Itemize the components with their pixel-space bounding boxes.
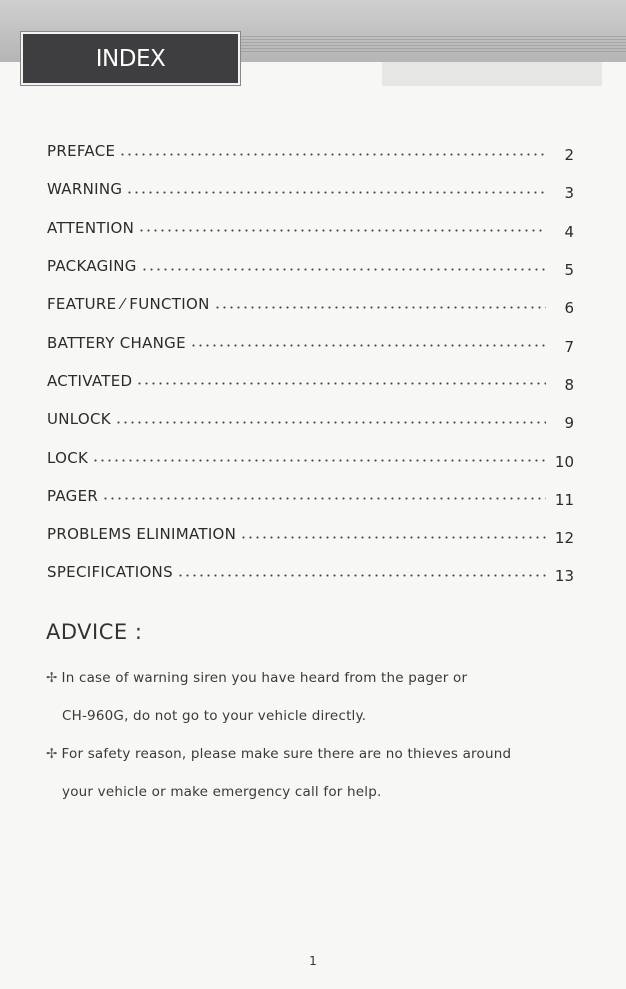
- toc-page-number: 13: [554, 567, 574, 586]
- toc-label: ATTENTION: [47, 218, 135, 237]
- advice-text-continued: CH-960G, do not go to your vehicle directly.: [62, 708, 367, 724]
- toc-label: BATTERY CHANGE: [47, 333, 186, 352]
- index-title-box: [21, 32, 240, 85]
- toc-page-number: 10: [554, 452, 574, 471]
- header-rule-lines: [240, 36, 626, 52]
- toc-row-warning[interactable]: [47, 170, 574, 208]
- toc-page-number: 4: [564, 222, 574, 241]
- toc-leader-dots: [138, 224, 546, 238]
- toc-leader-dots: [92, 454, 546, 468]
- toc-leader-dots: [177, 568, 546, 582]
- toc-page-number: 5: [564, 261, 574, 280]
- toc-label: WARNING: [47, 180, 123, 199]
- toc-row-activated[interactable]: [47, 362, 574, 400]
- advice-text-continued: your vehicle or make emergency call for help.: [62, 784, 382, 800]
- toc-label: FEATURE ⁄ FUNCTION: [47, 295, 210, 314]
- toc-row-pager[interactable]: [47, 477, 574, 515]
- advice-text: In case of warning siren you have heard from the pager or: [61, 670, 468, 686]
- cross-bullet-icon: ✢: [46, 746, 58, 762]
- advice-item: [46, 659, 467, 735]
- toc-leader-dots: [190, 339, 546, 353]
- toc-row-battery-change[interactable]: [47, 323, 574, 361]
- toc-page-number: 8: [564, 375, 574, 394]
- toc-page-number: 12: [554, 529, 574, 548]
- toc-leader-dots: [126, 185, 546, 199]
- toc-row-specifications[interactable]: [47, 553, 574, 591]
- toc-label: SPECIFICATIONS: [47, 563, 173, 582]
- advice-heading: ADVICE :: [46, 620, 143, 644]
- toc-leader-dots: [141, 262, 546, 276]
- toc-row-packaging[interactable]: [47, 247, 574, 285]
- toc-label: PACKAGING: [47, 257, 137, 276]
- toc-leader-dots: [115, 415, 546, 429]
- toc-row-problems-elinimation[interactable]: [47, 515, 574, 553]
- toc-row-lock[interactable]: [47, 438, 574, 476]
- toc-row-preface[interactable]: [47, 132, 574, 170]
- toc-label: UNLOCK: [47, 410, 111, 429]
- toc-label: ACTIVATED: [47, 371, 133, 390]
- toc-row-feature-function[interactable]: [47, 285, 574, 323]
- toc-page-number: 3: [564, 184, 574, 203]
- toc-leader-dots: [136, 377, 546, 391]
- advice-text: For safety reason, please make sure there are no thieves around: [61, 746, 512, 762]
- toc-label: PREFACE: [47, 142, 116, 161]
- toc-page-number: 2: [564, 146, 574, 165]
- toc-label: PAGER: [47, 486, 99, 505]
- page-number: 1: [309, 954, 317, 968]
- toc-page-number: 6: [564, 299, 574, 318]
- toc-row-attention[interactable]: [47, 209, 574, 247]
- toc-page-number: 7: [564, 337, 574, 356]
- toc-leader-dots: [240, 530, 546, 544]
- toc-label: PROBLEMS ELINIMATION: [47, 525, 237, 544]
- advice-item: [46, 735, 511, 811]
- table-of-contents: [47, 132, 574, 592]
- toc-row-unlock[interactable]: [47, 400, 574, 438]
- toc-page-number: 11: [554, 490, 574, 509]
- cross-bullet-icon: ✢: [46, 670, 58, 686]
- toc-leader-dots: [214, 300, 546, 314]
- toc-label: LOCK: [47, 448, 89, 467]
- toc-page-number: 9: [564, 414, 574, 433]
- page-title: INDEX: [95, 45, 166, 72]
- toc-leader-dots: [119, 147, 546, 161]
- bleed-through-box: [382, 62, 602, 86]
- toc-leader-dots: [102, 492, 546, 506]
